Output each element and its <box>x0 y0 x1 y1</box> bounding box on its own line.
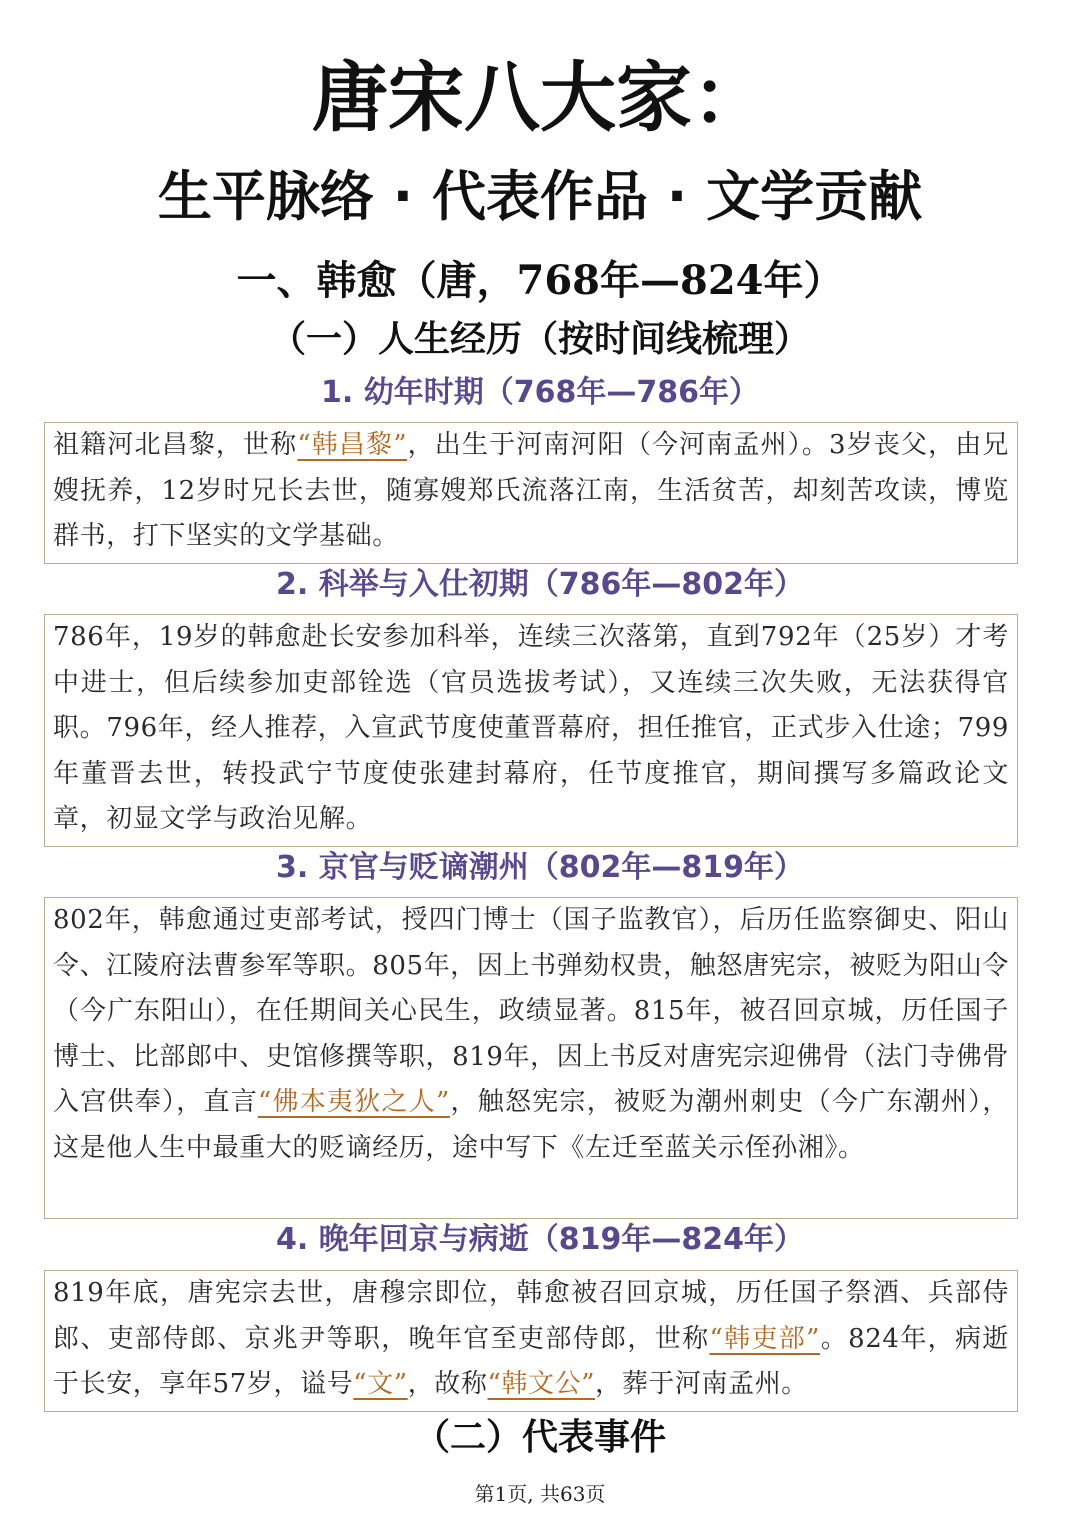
period-text-box <box>44 422 1018 564</box>
chapter-heading: 一、韩愈（唐，768年—824年） <box>236 257 844 304</box>
period-text: 。824年，病逝于长安，享年57岁，谥号 <box>53 1323 1009 1399</box>
period-title: 4. 晚年回京与病逝（819年—824年） <box>276 1222 804 1257</box>
page-title: 唐宋八大家： <box>312 53 768 142</box>
section2-heading: （二）代表事件 <box>413 1416 666 1458</box>
page-subtitle: 生平脉络 · 代表作品 · 文学贡献 <box>157 165 923 228</box>
highlight-term: “韩吏部” <box>709 1323 821 1354</box>
highlight-term: “文” <box>353 1369 408 1399</box>
page-footer: 第1页, 共63页 <box>474 1482 606 1506</box>
highlight-term: “韩昌黎” <box>297 430 408 460</box>
section-heading: （一）人生经历（按时间线梳理） <box>269 318 810 360</box>
period-title: 2. 科举与入仕初期（786年—802年） <box>276 567 804 602</box>
period-text-box <box>44 614 1018 847</box>
period-text: ，故称 <box>407 1369 488 1399</box>
period-text-box <box>44 1270 1018 1412</box>
highlight-term: “韩文公” <box>487 1369 596 1399</box>
highlight-term: “佛本夷狄之人” <box>257 1087 450 1117</box>
period-text: ，葬于河南孟州。 <box>595 1369 808 1399</box>
period-text-box <box>44 897 1018 1219</box>
period-text: 802年，韩愈通过吏部考试，授四门博士（国子监教官），后历任监察御史、阳山令、江陵府法曹参军等职。805年，因上书弹劾权贵，触怒唐宪宗，被贬为阳山令（今广东阳山），在任期间关心民生，政绩显著。815年，被召回京城，历任国子博士、比部郎中、史馆修撰等职，819年，因上书反对唐宪宗迎佛骨（法门寺佛骨入宫供奉），直言 <box>53 905 1009 1117</box>
period-title: 1. 幼年时期（768年—786年） <box>321 375 759 410</box>
period-text: 786年，19岁的韩愈赴长安参加科举，连续三次落第，直到792年（25岁）才考中进士，但后续参加吏部铨选（官员选拔考试），又连续三次失败，无法获得官职。796年，经人推荐，入宣武节度使董晋幕府，担任推官，正式步入仕途；799年董晋去世，转投武宁节度使张建封幕府，任节度推官，期间撰写多篇政论文章，初显文学与政治见解。 <box>53 622 1009 834</box>
period-text: ，触怒宪宗，被贬为潮州刺史（今广东潮州），这是他人生中最重大的贬谪经历，途中写下《左迁至蓝关示侄孙湘》。 <box>53 1087 1009 1163</box>
period-text: 819年底，唐宪宗去世，唐穆宗即位，韩愈被召回京城，历任国子祭酒、兵部侍郎、吏部侍郎、京兆尹等职，晚年官至吏部侍郎，世称 <box>53 1278 1009 1354</box>
period-text: 祖籍河北昌黎，世称 <box>53 430 298 460</box>
period-text: ，出生于河南河阳（今河南孟州）。3岁丧父，由兄嫂抚养，12岁时兄长去世，随寡嫂郑氏流落江南，生活贫苦，却刻苦攻读，博览群书，打下坚实的文学基础。 <box>53 430 1010 551</box>
period-title: 3. 京官与贬谪潮州（802年—819年） <box>276 850 804 885</box>
